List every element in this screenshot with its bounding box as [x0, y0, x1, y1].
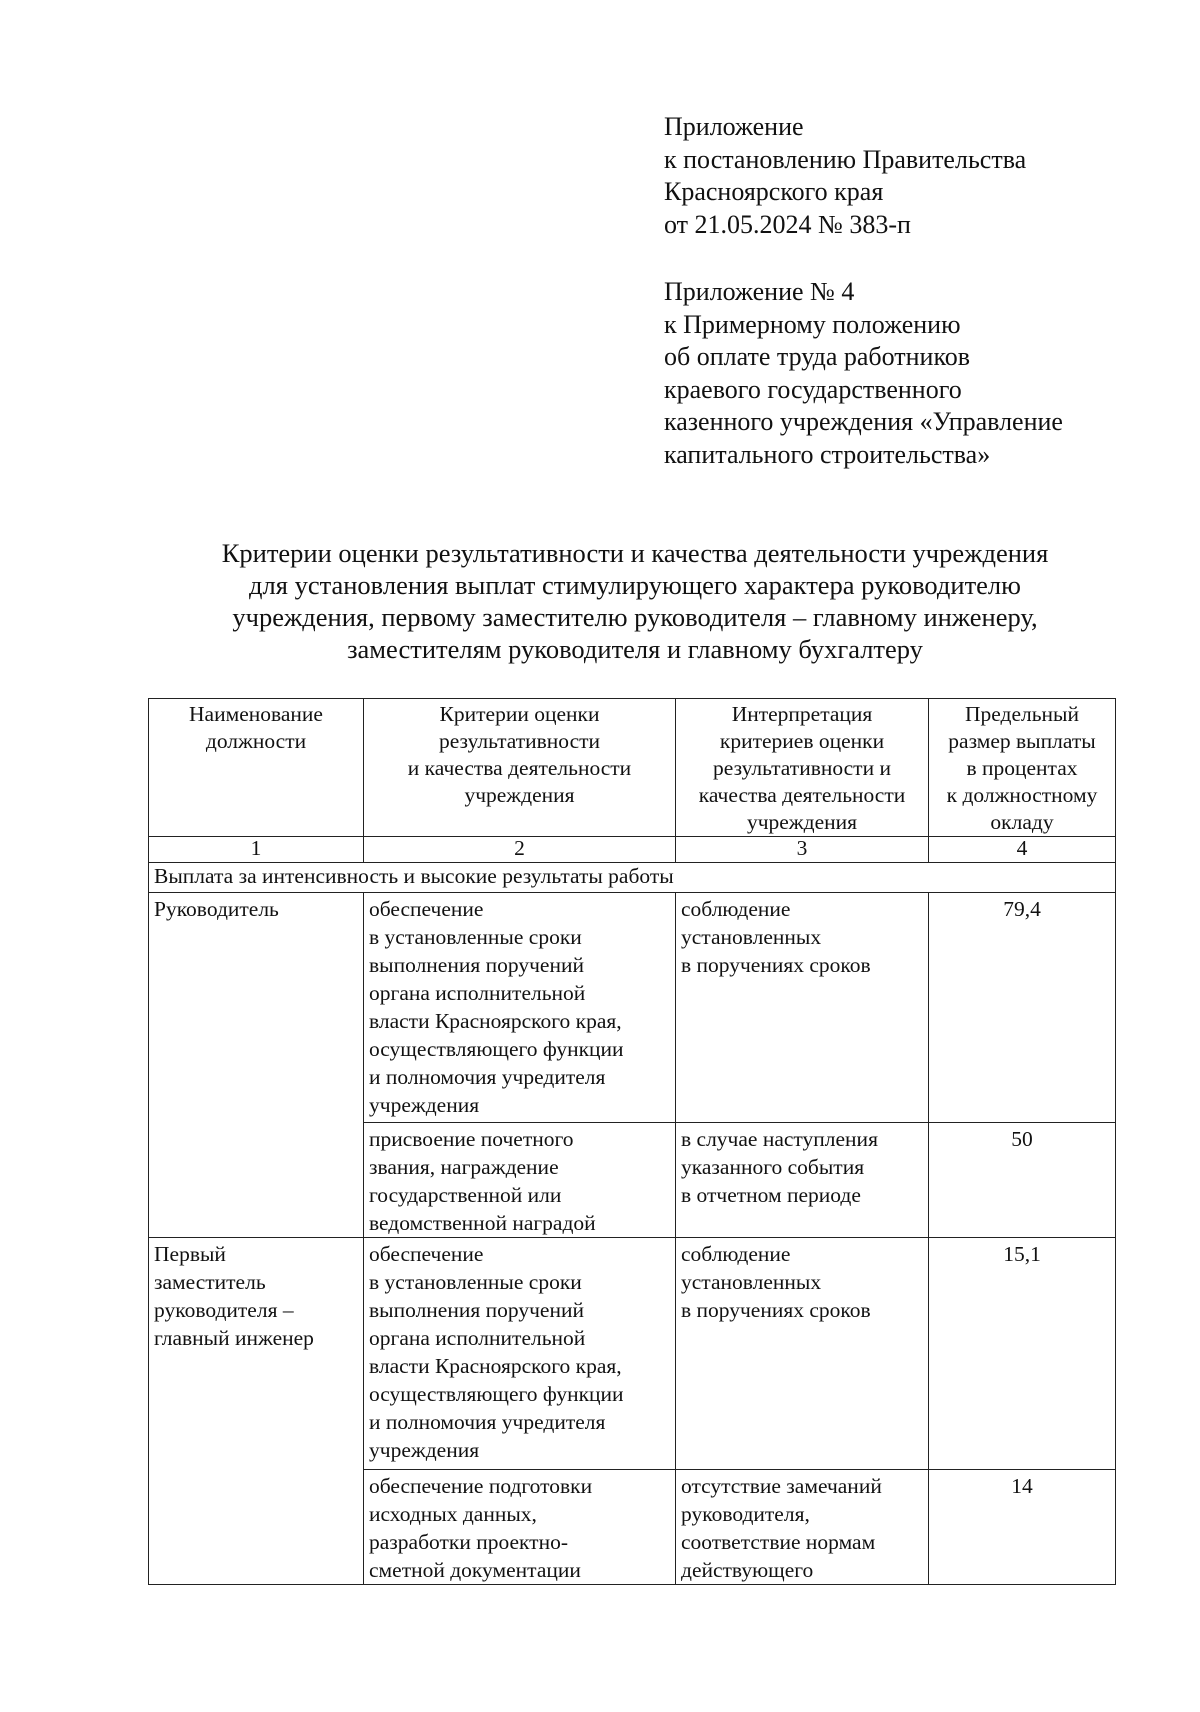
value-cell: 79,4	[929, 893, 1116, 1123]
criteria-table	[148, 698, 1116, 1585]
value-cell: 50	[929, 1123, 1116, 1238]
title-line: Критерии оценки результативности и качества деятельности учреждения	[221, 538, 1049, 568]
appendix-line: к постановлению Правительства	[664, 144, 1027, 174]
section-row	[149, 863, 1116, 893]
criteria-cell: обеспечение подготовки исходных данных, разработки проектно- сметной документации	[364, 1470, 676, 1585]
table-row	[149, 1238, 1116, 1470]
header-max-payment: Предельный размер выплаты в процентах к должностному окладу	[929, 699, 1116, 837]
appendix-4-line: об оплате труда работников	[664, 342, 971, 371]
section-title: Выплата за интенсивность и высокие результаты работы	[149, 863, 1116, 893]
appendix-line: Приложение	[664, 112, 804, 141]
value-cell: 15,1	[929, 1238, 1116, 1470]
column-number: 2	[364, 837, 676, 863]
interpretation-cell: в случае наступления указанного события в отчетном периоде	[676, 1123, 929, 1238]
table-row	[149, 893, 1116, 1123]
position-cell: Руководитель	[149, 893, 364, 1238]
title-line: для установления выплат стимулирующего характера руководителю	[249, 570, 1021, 600]
criteria-cell: обеспечение в установленные сроки выполнения поручений органа исполнительной власти Красноярского края, осуществляющего функции и полномочия учредителя учреждения	[364, 893, 676, 1123]
column-number: 1	[149, 837, 364, 863]
appendix-4-line: краевого государственного	[664, 374, 962, 404]
appendix-4-header	[664, 276, 1063, 471]
appendix-4-line: Приложение № 4	[664, 277, 855, 306]
column-number-row	[149, 837, 1116, 863]
document-title	[0, 537, 1200, 665]
interpretation-cell: отсутствие замечаний руководителя, соответствие нормам действующего	[676, 1470, 929, 1585]
title-line: заместителям руководителя и главному бухгалтеру	[347, 634, 923, 664]
criteria-cell: присвоение почетного звания, награждение государственной или ведомственной наградой	[364, 1123, 676, 1238]
criteria-cell: обеспечение в установленные сроки выполнения поручений органа исполнительной власти Красноярского края, осуществляющего функции и полномочия учредителя учреждения	[364, 1238, 676, 1470]
interpretation-cell: соблюдение установленных в поручениях сроков	[676, 893, 929, 1123]
column-number: 4	[929, 837, 1116, 863]
value-cell: 14	[929, 1470, 1116, 1585]
appendix-4-line: к Примерному положению	[664, 309, 961, 339]
position-cell: Первый заместитель руководителя – главный инженер	[149, 1238, 364, 1585]
header-position: Наименование должности	[149, 699, 364, 837]
header-criteria: Критерии оценки результативности и качества деятельности учреждения	[364, 699, 676, 837]
interpretation-cell: соблюдение установленных в поручениях сроков	[676, 1238, 929, 1470]
title-line: учреждения, первому заместителю руководителя – главному инженеру,	[232, 602, 1038, 632]
column-number: 3	[676, 837, 929, 863]
header-interpretation: Интерпретация критериев оценки результативности и качества деятельности учреждения	[676, 699, 929, 837]
appendix-line: Красноярского края	[664, 177, 884, 206]
appendix-line: от 21.05.2024 № 383-п	[664, 209, 911, 239]
appendix-4-line: казенного учреждения «Управление	[664, 407, 1063, 436]
appendix-4-line: капитального строительства»	[664, 439, 991, 469]
appendix-header	[664, 111, 1026, 241]
header-row	[149, 699, 1116, 837]
